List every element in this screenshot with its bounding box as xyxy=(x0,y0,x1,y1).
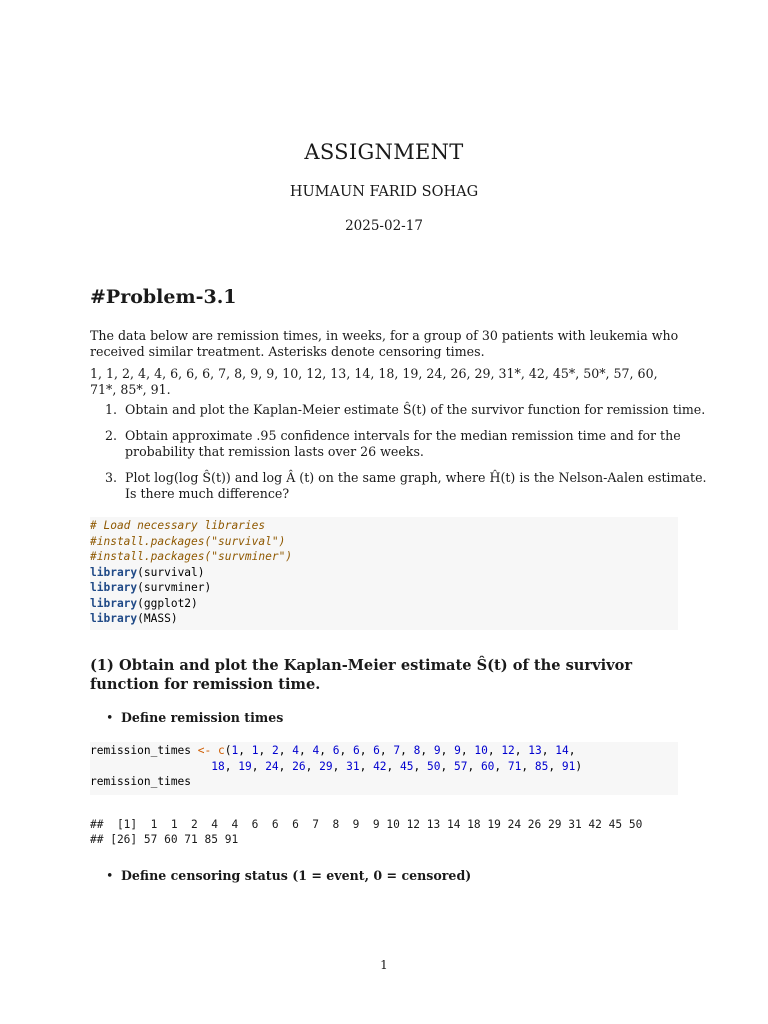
code-number: 1 xyxy=(231,744,239,757)
code-number: 26 xyxy=(292,759,306,773)
code-arg: (survival) xyxy=(137,565,205,579)
code-number: 31 xyxy=(346,759,360,773)
data-values: 1, 1, 2, 4, 4, 6, 6, 6, 7, 8, 9, 9, 10, 12, 13, 14, 18, 19, 24, 26, 29, 31*, 42, 45*, 50*, 57, 60, 71*, 85*, 91. xyxy=(90,366,658,397)
code-number: 7 xyxy=(393,744,401,757)
output-line: ## [1] 1 1 2 4 4 6 6 6 7 8 9 9 10 12 13 14 18 19 24 26 29 31 42 45 50 xyxy=(90,818,643,831)
code-number: 1 xyxy=(251,744,259,757)
title-block xyxy=(0,140,768,234)
code-number: 18 xyxy=(211,759,225,773)
code-number: 2 xyxy=(272,744,279,757)
section-heading: #Problem-3.1 xyxy=(90,286,237,308)
code-number: 6 xyxy=(373,744,380,757)
code-number: 4 xyxy=(312,744,320,757)
page-number: 1 xyxy=(380,958,388,972)
intro-paragraph: The data below are remission times, in weeks, for a group of 30 patients with leukemia who received similar treatment. Asterisks denote censoring times. xyxy=(90,328,679,359)
bullet-text: Define censoring status (1 = event, 0 = censored) xyxy=(121,868,472,883)
code-number: 4 xyxy=(292,744,299,757)
document-date: 2025-02-17 xyxy=(345,218,423,234)
bullet-item xyxy=(106,710,283,725)
bullet-item xyxy=(106,868,471,883)
code-number: 6 xyxy=(352,744,360,757)
code-number: 91 xyxy=(561,759,576,773)
code-arg: (MASS) xyxy=(137,612,178,625)
subsection-heading: (1) Obtain and plot the Kaplan-Meier estimate Ŝ(t) of the survivor function for remission time. xyxy=(90,657,633,693)
code-comment: #install.packages("survminer") xyxy=(90,550,293,563)
code-assign: <- xyxy=(197,744,212,757)
task-item: 1. Obtain and plot the Kaplan-Meier estimate Ŝ(t) of the survivor function for remission time. xyxy=(121,402,713,418)
code-values-row-1: 1, 1, 2, 4, 4, 6, 6, 6, 7, 8, 9, 9, 10, 12, 13, 14, xyxy=(231,744,583,757)
code-number: 60 xyxy=(480,759,495,773)
code-number: 42 xyxy=(373,759,387,773)
code-number: 19 xyxy=(238,759,252,773)
code-block-remission: remission_times <- c(1, 1, 2, 4, 4, 6, 6, 6, 7, 8, 9, 9, 10, 12, 13, 14, 18, 19, 24, 26, 29, 31, 42, 45, 50, 57, 60, 71, 85, 91) remission_times xyxy=(90,742,678,795)
code-comment: #install.packages("survival") xyxy=(90,534,286,548)
task-item: 3. Plot log(log Ŝ(t)) and log Â (t) on the same graph, where Ĥ(t) is the Nelson-Aalen estimate. Is there much difference? xyxy=(121,470,713,502)
code-number: 14 xyxy=(555,744,569,757)
output-line: ## [26] 57 60 71 85 91 xyxy=(90,833,239,846)
code-output xyxy=(90,817,682,847)
code-keyword: library xyxy=(90,596,138,610)
code-arg: (ggplot2) xyxy=(137,596,198,610)
code-number: 8 xyxy=(413,744,421,757)
code-number: 10 xyxy=(474,744,488,757)
code-number: 9 xyxy=(433,744,441,757)
code-number: 57 xyxy=(453,759,468,773)
code-keyword: library xyxy=(90,565,138,579)
code-var: remission_times xyxy=(90,744,192,757)
code-number: 45 xyxy=(400,759,414,773)
code-fn: c xyxy=(218,744,225,757)
code-arg: (survminer) xyxy=(137,581,212,594)
code-number: 24 xyxy=(265,759,279,773)
task-list xyxy=(90,402,713,512)
code-number: 9 xyxy=(454,744,461,757)
code-block-libraries xyxy=(90,517,678,630)
bullet-text: Define remission times xyxy=(121,710,284,725)
task-item: 2. Obtain approximate .95 confidence intervals for the median remission time and for the probability that remission lasts over 26 weeks. xyxy=(121,428,713,460)
code-keyword: library xyxy=(90,612,138,625)
document-title: ASSIGNMENT xyxy=(304,140,464,164)
code-number: 13 xyxy=(528,744,542,757)
bullet-dot: • xyxy=(106,710,114,725)
code-number: 6 xyxy=(332,744,340,757)
intro-text xyxy=(90,328,682,404)
code-keyword: library xyxy=(90,581,138,594)
code-comment: # Load necessary libraries xyxy=(90,519,266,532)
code-number: 12 xyxy=(501,744,515,757)
code-number: 71 xyxy=(507,759,522,773)
code-values-row-2: 18, 19, 24, 26, 29, 31, 42, 45, 50, 57, 60, 71, 85, 91 xyxy=(211,759,576,773)
bullet-dot: • xyxy=(106,868,114,883)
code-number: 85 xyxy=(534,759,549,773)
document-author: HUMAUN FARID SOHAG xyxy=(289,184,479,200)
code-number: 29 xyxy=(319,759,333,773)
code-number: 50 xyxy=(427,759,441,773)
code-echo: remission_times xyxy=(90,775,192,788)
